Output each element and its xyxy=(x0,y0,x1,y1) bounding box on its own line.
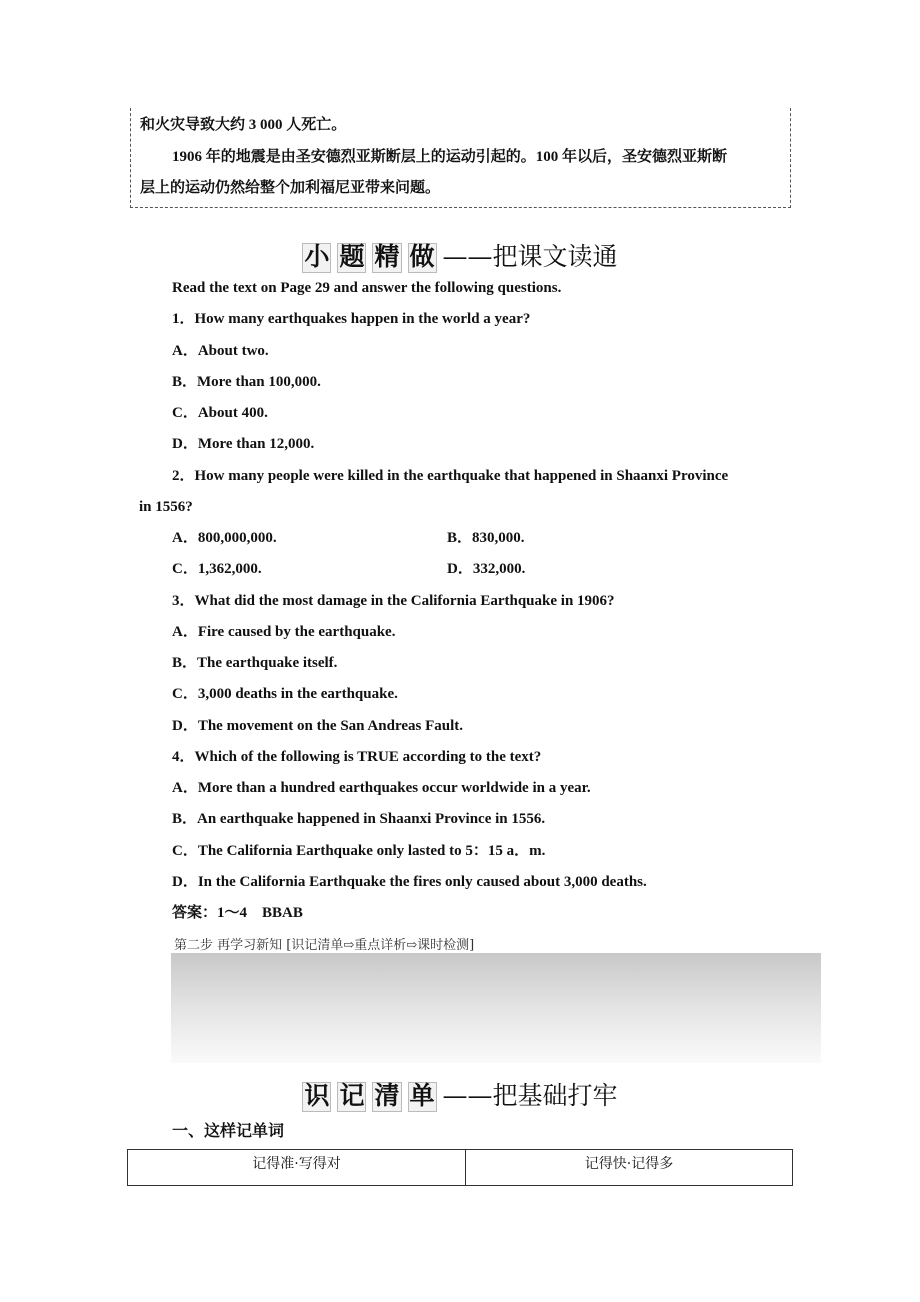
title-char: 精 xyxy=(374,244,400,271)
section-title-reading xyxy=(0,237,920,273)
option: B．More than 100,000. xyxy=(172,373,321,390)
title-char: 题 xyxy=(339,244,365,271)
option: D．In the California Earthquake the fires only caused about 3,000 deaths. xyxy=(172,873,647,890)
title-char: 清 xyxy=(374,1083,400,1110)
option: C．1,362,000. xyxy=(172,561,262,578)
option: D．332,000. xyxy=(447,561,526,578)
table-header: 记得准·写得对 xyxy=(128,1150,466,1186)
option: A．About two. xyxy=(172,342,269,359)
table-header: 记得快·记得多 xyxy=(466,1150,793,1186)
gray-banner xyxy=(171,953,821,1063)
option: B．830,000. xyxy=(447,530,525,546)
question-stem-cont: in 1556? xyxy=(139,498,193,515)
questions xyxy=(0,277,920,933)
option: C．3,000 deaths in the earthquake. xyxy=(172,686,398,703)
translation-line: 和火灾导致大约 3 000 人死亡。 xyxy=(140,117,347,133)
step-label: 第二步 再学习新知 [识记清单⇨重点详析⇨课时检测] xyxy=(174,938,475,953)
title-rest: ——把课文读通 xyxy=(442,242,618,271)
question-stem: 2．How many people were killed in the earthquake that happened in Shaanxi Province xyxy=(172,467,729,484)
answer-key: 答案：1～4 BBAB xyxy=(172,905,303,921)
option: D．More than 12,000. xyxy=(172,436,315,453)
option: B．The earthquake itself. xyxy=(172,655,338,671)
title-char: 识 xyxy=(304,1083,330,1110)
title-char: 单 xyxy=(409,1083,435,1110)
title-char: 记 xyxy=(339,1083,365,1110)
title-char: 做 xyxy=(409,244,435,271)
title-char: 小 xyxy=(304,244,330,271)
option: B．An earthquake happened in Shaanxi Province in 1556. xyxy=(172,811,546,828)
option: A．800,000,000. xyxy=(172,530,277,546)
vocab-table xyxy=(127,1149,793,1186)
section-title-vocab xyxy=(0,1076,920,1112)
translation-line: 层上的运动仍然给整个加利福尼亚带来问题。 xyxy=(140,180,441,196)
option: C．About 400. xyxy=(172,405,268,421)
question-stem: 1．How many earthquakes happen in the world a year? xyxy=(172,311,531,328)
subheading: 一、这样记单词 xyxy=(172,1121,285,1140)
option: A．Fire caused by the earthquake. xyxy=(172,623,396,640)
question-stem: 4．Which of the following is TRUE according to the text? xyxy=(172,748,542,765)
question-stem: 3．What did the most damage in the California Earthquake in 1906? xyxy=(172,592,615,609)
option: D．The movement on the San Andreas Fault. xyxy=(172,717,463,734)
translation-line: 1906 年的地震是由圣安德烈亚斯断层上的运动引起的。100 年以后，圣安德烈亚斯断 xyxy=(172,149,728,165)
option: A．More than a hundred earthquakes occur worldwide in a year. xyxy=(172,780,591,796)
instructions: Read the text on Page 29 and answer the following questions. xyxy=(172,280,562,296)
title-rest: ——把基础打牢 xyxy=(442,1081,618,1110)
option: C．The California Earthquake only lasted to 5：15 a．m. xyxy=(172,842,546,859)
